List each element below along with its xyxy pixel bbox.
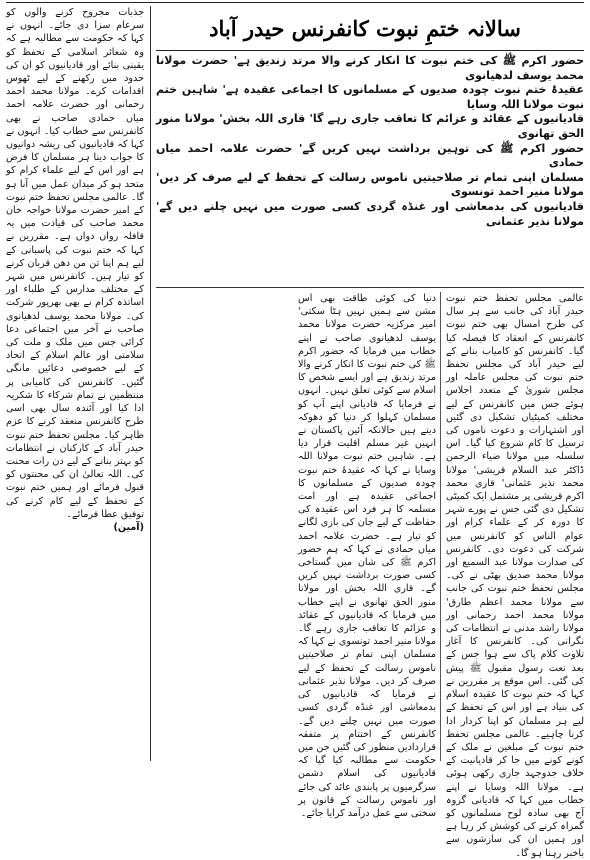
resolution-line: مسلمان اپنی تمام تر صلاحیتیں ناموس رسالت کے تحفظ کے لیے صرف کر دیں' مولانا منیر احمد تونسوی <box>156 170 584 199</box>
column-middle-text: دنیا کی کوئی طاقت بھی اس مشن سے ہمیں نہیں ہٹا سکتی' امیر مرکزیہ حضرت مولانا محمد یوسف لدھیانوی صاحب نے اپنے خطاب میں فرمایا کہ حضور اکرم ﷺ کی ختم نبوت کا انکار کرنے والا مرتد زندیق ہے اور ایسے شخص کا اسلام سے کوئی تعلق نہیں۔ انہوں نے فرمایا کہ قادیانی اپنے آپ کو مسلمان کہلوا کر دنیا کو دھوکہ دیتے ہیں حالانکہ آئین پاکستان نے انہیں غیر مسلم اقلیت قرار دیا ہے۔ شاہین ختم نبوت مولانا اللہ وسایا نے کہا کہ عقیدۂ ختم نبوت چودہ صدیوں کے مسلمانوں کا اجماعی عقیدہ ہے اور امت مسلمہ کا ہر فرد اس عقیدہ کی حفاظت کے لیے جان کی بازی لگانے کو تیار ہے۔ حضرت علامہ احمد میاں حمادی نے کہا کہ ہم حضور اکرم ﷺ کی شان میں گستاخی کسی صورت برداشت نہیں کریں گے۔ قاری اللہ بخش اور مولانا منور الحق تھانوی نے اپنے خطاب میں فرمایا کہ قادیانیوں کے عقائد و عزائم کا تعاقب جاری رہے گا۔ مولانا منیر احمد تونسوی نے کہا کہ مسلمان اپنی تمام تر صلاحیتیں ناموس رسالت کے تحفظ کے لیے صرف کر دیں۔ مولانا نذیر عثمانی نے فرمایا کہ قادیانیوں کی بدمعاشی اور غنڈہ گردی کسی صورت میں نہیں چلنے دیں گے۔ کانفرنس کے اختتام پر متفقہ قراردادیں منظور کی گئیں جن میں حکومت سے مطالبہ کیا گیا کہ قادیانیوں کی اسلام دشمن سرگرمیوں پر پابندی عائد کی جائے اور ناموس رسالت کے قانون پر سختی سے عمل درآمد کرایا جائے۔ <box>298 293 436 819</box>
top-border <box>6 2 584 3</box>
column-right <box>445 292 584 859</box>
section-rule <box>156 287 584 288</box>
resolution-line: قادیانیوں کی بدمعاشی اور غنڈہ گردی کسی صورت میں نہیں چلنے دیں گے' مولانا نذیر عثمانی <box>156 199 584 228</box>
column-middle <box>298 292 436 819</box>
column-divider <box>440 292 441 761</box>
closing-amen: (آمین) <box>113 521 144 533</box>
column-left-text: جذبات مجروح کرنے والوں کو سرعام سزا دی جائے۔ انہوں نے کہا کہ حکومت سے مطالبہ ہے کہ وہ شعائر اسلامی کے تحفظ کو یقینی بنائے اور قادیانیوں کو ان کی حدود میں رکھنے کے لیے ٹھوس اقدامات کرے۔ مولانا محمد احمد رحمانی اور حضرت علامہ احمد میاں حمادی صاحب نے بھی کانفرنس سے خطاب کیا۔ انہوں نے کہا کہ قادیانیوں کی ریشہ دوانیوں کا جواب دینا ہر مسلمان کا فرض ہے اور اس کے لیے علماء کرام کو متحد ہو کر میدان عمل میں آنا ہو گا۔ عالمی مجلس تحفظ ختم نبوت کے امیر حضرت مولانا خواجہ خان محمد صاحب کی قیادت میں یہ قافلہ رواں دواں ہے۔ مقررین نے کہا کہ ختم نبوت کی پاسبانی کے لیے ہم اپنا تن من دھن قربان کرنے کو تیار ہیں۔ کانفرنس میں شہر کے مختلف مدارس کے طلباء اور اساتذہ کرام نے بھی بھرپور شرکت کی۔ مولانا محمد یوسف لدھیانوی صاحب نے آخر میں اجتماعی دعا کرائی جس میں ملک و ملت کی سلامتی اور عالم اسلام کے اتحاد کے لیے خصوصی دعائیں مانگی گئیں۔ کانفرنس کی کامیابی پر منتظمین نے تمام شرکاء کا شکریہ ادا کیا اور آئندہ سال بھی اسی طرح کانفرنس منعقد کرنے کا عزم ظاہر کیا۔ مجلس تحفظ ختم نبوت حیدر آباد کے کارکنان نے انتظامات کو بہتر بنانے کے لیے دن رات محنت کی۔ اللہ تعالیٰ ان کی محنتوں کو قبول فرمائے اور ہمیں ختم نبوت کے تحفظ کے لیے کام کرنے کی توفیق عطا فرمائے۔ <box>6 7 144 520</box>
column-divider-left <box>150 6 151 761</box>
article-layout <box>6 6 584 859</box>
column-left <box>6 6 144 761</box>
article-header <box>156 6 584 48</box>
resolution-line: قادیانیوں کے عقائد و عزائم کا تعاقب جاری رہے گا' قاری اللہ بخش' مولانا منور الحق تھانوی <box>156 112 584 140</box>
headline-rule <box>156 50 584 51</box>
resolution-line: حضور اکرم ﷺ کی ختم نبوت کا انکار کرنے والا مرتد زندیق ہے' حضرت مولانا محمد یوسف لدھیانوی <box>156 54 584 82</box>
resolution-line: عقیدۂ ختم نبوت چودہ صدیوں کے مسلمانوں کا اجماعی عقیدہ ہے' شاہین ختم نبوت مولانا اللہ وسایا <box>156 83 584 111</box>
resolutions-block <box>156 54 584 282</box>
headline: سالانہ ختمِ نبوت کانفرنس حیدر آباد <box>209 16 521 41</box>
resolution-line: حضور اکرم ﷺ کی توہین برداشت نہیں کریں گے' حضرت علامہ احمد میاں حمادی <box>156 141 584 170</box>
column-right-text: عالمی مجلس تحفظ ختم نبوت حیدر آباد کی جانب سے ہر سال کی طرح امسال بھی ختم نبوت کانفرنس کے انعقاد کا فیصلہ کیا گیا۔ کانفرنس کو کامیاب بنانے کے لیے حیدر آباد کی مجلس تحفظ ختم نبوت کی مجلس عاملہ اور مجلس شوریٰ کے متعدد اجلاس ہوئے جس میں کانفرنس کے لیے مختلف کمیٹیاں تشکیل دی گئیں اور اشتہارات و دعوت ناموں کی ترسیل کا کام شروع کیا گیا۔ اس سلسلہ میں مولانا ضیاء الرحمن ڈاکٹر عبد السلام قریشی' مولانا محمد نذیر عثمانی' قاری محمد اکرم قریشی پر مشتمل ایک کمیٹی تشکیل دی گئی جس نے پورے شہر کا دورہ کر کے علماء کرام اور عوام الناس کو کانفرنس میں شرکت کی دعوت دی۔ کانفرنس کی صدارت مولانا عبد السمیع اور مولانا محمد صدیق بھٹی نے کی۔ مجلس تحفظ ختم نبوت کی جانب سے مولانا محمد اعظم طارق' مولانا محمد احمد رحمانی اور مولانا راشد مدنی نے انتظامات کی نگرانی کی۔ کانفرنس کا آغاز تلاوت کلام پاک سے ہوا جس کے بعد نعت رسول مقبول ﷺ پیش کی گئی۔ اس موقع پر مقررین نے کہا کہ ختم نبوت کا عقیدہ اسلام کی بنیاد ہے اور اس کے تحفظ کے لیے ہر مسلمان کو اپنا کردار ادا کرنا چاہیے۔ عالمی مجلس تحفظ ختم نبوت کے مبلغین نے ملک کے کونے کونے میں جا کر قادیانیت کے خلاف جدوجہد جاری رکھی ہوئی ہے۔ مولانا اللہ وسایا نے اپنے خطاب میں کہا کہ قادیانی گروہ آج بھی سادہ لوح مسلمانوں کو گمراہ کرنے کی کوشش کر رہا ہے اور ہمیں ان کی سازشوں سے باخبر رہنا ہو گا۔ <box>445 293 584 859</box>
